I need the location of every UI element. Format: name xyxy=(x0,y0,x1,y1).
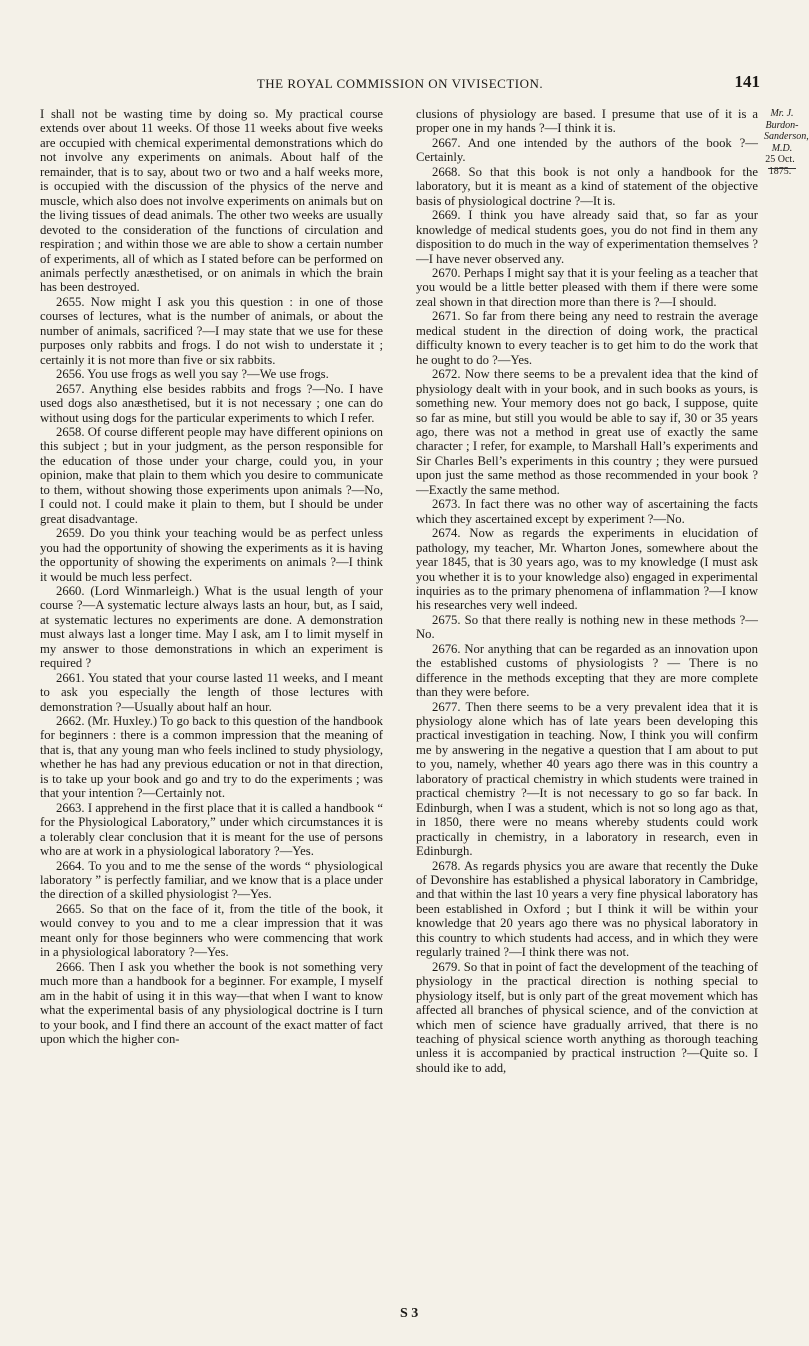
paragraph: 2662. (Mr. Huxley.) To go back to this question of the handbook for beginners : there is a common impression that the meaning of that is, that any young man who feels inclined to study physiology, whether he has had any previous education or not in that direction, is to take up your book and go and try to do the experiments ; was that your intention ?—Certainly not. xyxy=(40,714,383,801)
paragraph: I shall not be wasting time by doing so. My practical course extends over about 11 weeks. Of those 11 weeks about five weeks are occupied with chemical experimental demonstrations which do not involve any experiments on animals. About half of the remainder, that is to say, about two or two and a half weeks more, is occupied with the discussion of the physics of the nerve and muscle, which also does not involve experiments on animals but on the living tissues of dead animals. The other two weeks are usually devoted to the consideration of the functions of circulation and respiration ; and within those we are able to show a certain number of experiments, all of which as I stated before can be performed on animals perfectly anæsthetised, or on animals in which the brain has been destroyed. xyxy=(40,107,383,295)
paragraph: 2667. And one intended by the authors of the book ?—Certainly. xyxy=(416,135,758,165)
right-column xyxy=(416,107,758,1075)
paragraph: 2674. Now as regards the experiments in elucidation of pathology, my teacher, Mr. Wharton Jones, somewhere about the year 1845, that is 30 years ago, was to my knowledge (I must ask you whether it is to your knowledge also) engaged in experimental inquiries as to the primary phenomena of inflammation ?—I know his researches very well indeed. xyxy=(416,526,758,613)
paragraph: 2679. So that in point of fact the development of the teaching of physiology in the practical direction is nothing special to physiology itself, but is only part of the great movement which has affected all branches of physical science, and of the conviction at which men of science have gradually arrived, that there is no teaching of physical science worth anything as thorough teaching unless it is accompanied by practical instruction ?—Quite so. I should ike to add, xyxy=(416,959,758,1075)
page-number: 141 xyxy=(734,72,760,91)
paragraph: 2660. (Lord Winmarleigh.) What is the usual length of your course ?—A systematic lecture always lasts an hour, but, as I said, at systematic lectures no experiments are done. A demonstration must always last a longer time. May I ask, am I to limit myself in my answer to those demonstrations in which an experiment is required ? xyxy=(40,583,383,671)
running-title: THE ROYAL COMMISSION ON VIVISECTION. xyxy=(256,76,544,91)
signature-mark: S 3 xyxy=(400,1306,419,1321)
paragraph: 2676. Nor anything that can be regarded as an innovation upon the established customs of physiologists ? — There is no difference in the methods excepting that they are more complete than they were before. xyxy=(416,641,758,700)
paragraph: 2659. Do you think your teaching would be as perfect unless you had the opportunity of showing the experiments as it is having the opportunity of showing the experiments on animals ?—I think it would be much less perfect. xyxy=(40,526,383,584)
paragraph: 2655. Now might I ask you this question : in one of those courses of lectures, what is the number of animals, or about the number of animals, sacrificed ?—I may state that we use for these purposes only rabbits and frogs. I do not wish to understate it ; certainly it is not more than five or six rabbits. xyxy=(40,294,383,367)
paragraph: 2668. So that this book is not only a handbook for the laboratory, but it is meant as a kind of statement of the objective basis of physiological doctrine ?—It is. xyxy=(416,164,758,208)
paragraph: 2670. Perhaps I might say that it is your feeling as a teacher that you would be a little better pleased with them if there were some zeal shown in that direction more than there is ?—I should. xyxy=(416,265,758,309)
witness-name: Mr. J. Burdon-Sanderson, M.D. xyxy=(764,108,809,154)
paragraph: 2656. You use frogs as well you say ?—We use frogs. xyxy=(56,367,329,382)
margin-rule xyxy=(768,168,796,169)
paragraph: 2664. To you and to me the sense of the words “ physiological laboratory ” is perfectly familiar, and we know that is a place under the direction of a skilled physiologist ?—Yes. xyxy=(40,858,383,902)
paragraph: 2673. In fact there was no other way of ascertaining the facts which they ascertained except by experiment ?—No. xyxy=(416,497,758,526)
paragraph: 2657. Anything else besides rabbits and frogs ?—No. I have used dogs also anæsthetised, but it is not necessary ; one can do without using dogs for the particular experiments to which I refer. xyxy=(40,381,383,425)
paragraph: 2678. As regards physics you are aware that recently the Duke of Devonshire has established a physical laboratory in Cambridge, and that within the last 10 years a very fine physical laboratory has been established in Oxford ; but I think it will be within your knowledge that 20 years ago there was no physical laboratory in this country to which students had access, and in which they were regularly trained ?—I think there was not. xyxy=(416,858,758,960)
page-header xyxy=(0,72,800,96)
paragraph: 2661. You stated that your course lasted 11 weeks, and I meant to ask you especially the length of those lectures with demonstration ?—Usually about half an hour. xyxy=(40,670,383,714)
paragraph: 2677. Then there seems to be a very prevalent idea that it is physiology alone which has of late years been developing this practical investigation in teaching. Now, I think you will confirm me by answering in the negative a question that I am about to put to you, namely, whether 40 years ago there was in this country a laboratory of practical chemistry in which students were trained in practical chemistry ?—It is not necessary to go so far back. In Edinburgh, when I was a student, which is not so long ago as that, in 1850, there were no means whereby students could work practically in chemistry, in a laboratory in research, even in Edinburgh. xyxy=(416,699,758,859)
paragraph: clusions of physiology are based. I presume that use of it is a proper one in my hands ?—I think it is. xyxy=(416,107,758,136)
paragraph: 2672. Now there seems to be a prevalent idea that the kind of physiology dealt with in your book, and in such books as yours, is something new. Your memory does not go back, I suppose, quite so far as mine, but still you would be able to say if, 30 or 35 years ago, there was not a method in great use of exactly the same character ; I refer, for example, to Marshall Hall’s experiments and Sir Charles Bell’s experiments in this country ; they were pursued upon just the same method as those recommended in your book ?—Exactly the same method. xyxy=(416,367,758,497)
paragraph: 2665. So that on the face of it, from the title of the book, it would convey to you and to me a clear impression that it was meant only for those beginners who were commencing that work in a physiological laboratory ?—Yes. xyxy=(40,901,383,960)
paragraph: 2666. Then I ask you whether the book is not something very much more than a handbook for a beginner. For example, I myself am in the habit of using it in this way—that when I want to know what the experimental basis of any physiological doctrine is I turn to your book, and I find there an account of the exact matter of fact upon which the higher con- xyxy=(40,959,383,1046)
paragraph: 2671. So far from there being any need to restrain the average medical student in the direction of doing work, the practical difficulty known to every teacher is to get him to do the work that he ought to do ?—Yes. xyxy=(416,309,758,367)
paragraph: 2675. So that there really is nothing new in these methods ?—No. xyxy=(416,612,758,642)
paragraph: 2658. Of course different people may have different opinions on this subject ; but in your judgment, as the person responsible for the education of those under your charge, could you, in your opinion, make that plain to them which you desire to communicate to them, without showing those experiments upon animals ?—No, I could not. I could make it plain to them, but I should be under great disadvantage. xyxy=(40,424,383,526)
paragraph: 2663. I apprehend in the first place that it is called a handbook “ for the Physiological Laboratory,” under which circumstances it is a tolerably clear conclusion that it is meant for the use of persons who are at work in a physiological laboratory ?—Yes. xyxy=(40,800,383,859)
paragraph: 2669. I think you have already said that, so far as your knowledge of medical students goes, you do not find in them any disposition to do much in the way of experimentation themselves ?—I have never observed any. xyxy=(416,208,758,266)
hearing-date: 25 Oct. 1875. xyxy=(765,154,795,177)
left-column xyxy=(40,107,383,1046)
